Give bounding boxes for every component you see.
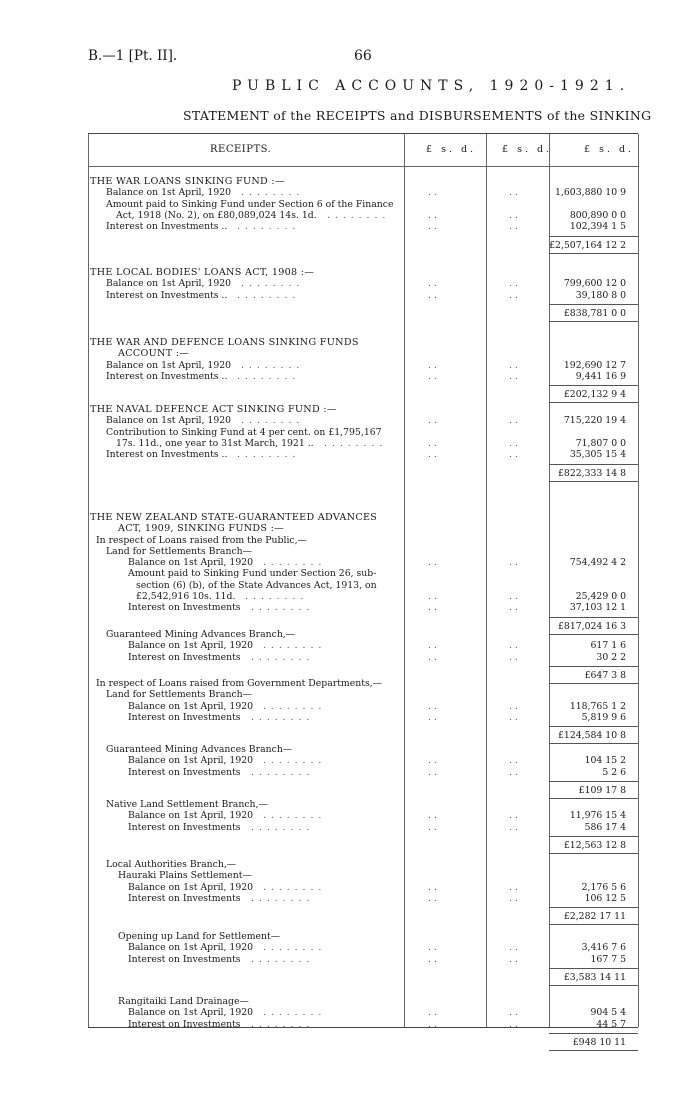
row-label: Interest on Investments [128,766,241,778]
leader-dots: . . [428,810,437,822]
section-total-box [549,726,638,744]
row-label: Interest on Investments .. [106,449,228,461]
amount-value: 754,492 4 2 [569,557,626,569]
leader-dots: . . [509,1018,518,1030]
ledger-row [88,744,638,755]
ledger-section [88,267,638,319]
leader-dots: . . . . . . . . [237,221,297,233]
ledger-row [88,1007,638,1018]
ledger-row [88,996,638,1007]
amount-value: 5,819 9 6 [581,711,626,723]
leader-dots: . . [428,942,437,954]
column-header-1: £ s. d. [426,144,477,155]
ledger-section [88,678,638,742]
amount-value: 904 5 4 [590,1007,626,1019]
section-heading: THE WAR LOANS SINKING FUND :— [90,176,285,187]
leader-dots: . . [428,766,437,778]
leader-dots: . . . . . . . . [251,602,311,614]
leader-dots: . . [509,187,518,199]
amount-value: 106 12 5 [584,892,626,904]
page-number: 66 [354,48,372,64]
amount-value: 192,690 12 7 [563,359,626,371]
ledger-row [88,546,638,557]
ledger-row [88,348,638,359]
leader-dots: . . . . . . . . [263,810,323,822]
row-label: Balance on 1st April, 1920 [106,415,232,427]
ledger-row [88,449,638,460]
section-heading: THE LOCAL BODIES' LOANS ACT, 1908 :— [90,267,315,278]
leader-dots: . . [509,415,518,427]
leader-dots: . . [428,700,437,712]
leader-dots: . . . . . . . . [251,892,311,904]
leader-dots: . . . . . . . . [237,449,297,461]
ledger-row [88,822,638,833]
ledger-row [88,360,638,371]
row-label: Opening up Land for Settlement— [118,931,281,942]
row-label: Balance on 1st April, 1920 [106,278,232,290]
amount-value: 799,600 12 0 [563,278,626,290]
section-total: £2,282 17 11 [563,911,626,923]
row-label: Interest on Investments .. [106,370,228,382]
leader-dots: . . [428,953,437,965]
ledger-row [88,176,638,187]
ledger-row [88,512,638,523]
row-label: Balance on 1st April, 1920 [128,755,254,767]
ledger-row [88,652,638,663]
row-label: Interest on Investments .. [106,289,228,301]
section-total-box [549,304,638,322]
row-label: Balance on 1st April, 1920 [128,881,254,893]
leader-dots: . . [509,700,518,712]
leader-dots: . . [428,187,437,199]
ledger-row [88,210,638,221]
amount-value: 617 1 6 [590,640,626,652]
row-label: Land for Settlements Branch— [106,545,252,557]
leader-dots: . . [428,1018,437,1030]
ledger-row [88,415,638,426]
leader-dots: . . [509,711,518,723]
amount-value: 37,103 12 1 [569,602,626,614]
section-total-box [549,968,638,986]
amount-value: 2,176 5 6 [581,881,626,893]
leader-dots: . . [509,209,518,221]
ledger-row [88,893,638,904]
ledger-row [88,767,638,778]
row-label: Interest on Investments .. [106,221,228,233]
leader-dots: . . . . . . . . [263,700,323,712]
ledger-row [88,942,638,953]
ledger-row [88,1019,638,1030]
leader-dots: . . . . . . . . [263,1007,323,1019]
amount-value: 30 2 2 [596,651,626,663]
row-label: Interest on Investments [128,892,241,904]
section-total-box [549,907,638,925]
section-total: £202,132 9 4 [563,389,626,401]
ledger-section [88,996,638,1048]
row-label: Interest on Investments [128,821,241,833]
row-label: Act, 1918 (No. 2), on £80,089,024 14s. 1d. [116,209,317,221]
row-label: Interest on Investments [128,1018,241,1030]
ledger-row [88,523,638,534]
leader-dots: . . [428,755,437,767]
leader-dots: . . [509,359,518,371]
leader-dots: . . [509,370,518,382]
ledger-row [88,580,638,591]
section-heading: ACCOUNT :— [118,348,190,360]
leader-dots: . . [509,755,518,767]
row-label: Native Land Settlement Branch,— [106,799,268,810]
section-heading: THE NEW ZEALAND STATE-GUARANTEED ADVANCES [90,512,378,523]
section-total: £817,024 16 3 [557,620,626,632]
leader-dots: . . . . . . . . [263,755,323,767]
ledger-row [88,712,638,723]
leader-dots: . . [428,221,437,233]
leader-dots: . . [509,602,518,614]
leader-dots: . . [509,942,518,954]
amount-value: 104 15 2 [584,755,626,767]
leader-dots: . . [428,640,437,652]
row-label: Amount paid to Sinking Fund under Section 26, sub- [128,568,377,580]
row-label: Balance on 1st April, 1920 [128,942,254,954]
ledger-row [88,221,638,232]
ledger-row [88,427,638,438]
leader-dots: . . . . . . . . [251,953,311,965]
row-label: Rangitaiki Land Drainage— [118,996,249,1007]
ledger-section [88,176,638,251]
section-total-box [549,781,638,799]
row-label: Guaranteed Mining Advances Branch,— [106,629,296,640]
leader-dots: . . [428,1007,437,1019]
row-label: Contribution to Sinking Fund at 4 per cent. on £1,795,167 [106,426,382,438]
ledger-row [88,931,638,942]
leader-dots: . . [509,221,518,233]
column-header-3: £ s. d. [584,144,635,155]
leader-dots: . . [509,651,518,663]
section-total-box [549,385,638,403]
leader-dots: . . . . . . . . [263,942,323,954]
receipts-table [88,133,638,1048]
leader-dots: . . . . . . . . [245,591,305,603]
ledger-row [88,755,638,766]
row-label: Balance on 1st April, 1920 [128,557,254,569]
row-label: £2,542,916 10s. 11d. [136,591,236,603]
leader-dots: . . . . . . . . [241,187,301,199]
header-rule [88,166,638,167]
row-label: Land for Settlements Branch— [106,689,252,701]
ledger-section [88,512,638,632]
amount-value: 586 17 4 [584,821,626,833]
leader-dots: . . [509,881,518,893]
leader-dots: . . [428,415,437,427]
leader-dots: . . . . . . . . [251,766,311,778]
section-total: £124,584 10 8 [557,730,626,742]
amount-value: 102,394 1 5 [569,221,626,233]
row-label: Amount paid to Sinking Fund under Section 6 of the Finance [106,198,394,210]
row-label: In respect of Loans raised from Government Departments,— [96,678,382,689]
section-total: £3,583 14 11 [563,971,626,983]
row-label: In respect of Loans raised from the Public,— [96,534,307,546]
ledger-row [88,337,638,348]
ledger-row [88,701,638,712]
leader-dots: . . . . . . . . [237,289,297,301]
leader-dots: . . . . . . . . [263,557,323,569]
row-label: Balance on 1st April, 1920 [128,700,254,712]
amount-value: 118,765 1 2 [569,700,626,712]
amount-value: 5 2 6 [602,766,626,778]
leader-dots: . . [428,289,437,301]
leader-dots: . . [509,278,518,290]
amount-value: 35,305 15 4 [569,449,626,461]
leader-dots: . . [428,359,437,371]
leader-dots: . . [428,278,437,290]
receipts-column-header: RECEIPTS. [210,144,272,155]
section-total-box [549,836,638,854]
row-label: Interest on Investments [128,953,241,965]
column-rule [638,134,639,1027]
section-total: £109 17 8 [578,784,626,796]
leader-dots: . . [428,370,437,382]
row-label: Interest on Investments [128,711,241,723]
amount-value: 800,890 0 0 [569,209,626,221]
ledger-row [88,882,638,893]
ledger-row [88,404,638,415]
amount-value: 167 7 5 [590,953,626,965]
ledger-row [88,689,638,700]
ledger-row [88,438,638,449]
amount-value: 39,180 8 0 [575,289,626,301]
leader-dots: . . [428,449,437,461]
section-total: £948 10 11 [572,1036,626,1048]
section-total: £12,563 12 8 [563,839,626,851]
row-label: Interest on Investments [128,651,241,663]
ledger-row [88,557,638,568]
ledger-row [88,290,638,301]
page-title: PUBLIC ACCOUNTS, 1920-1921. [232,78,631,94]
leader-dots: . . [428,881,437,893]
section-total: £838,781 0 0 [563,307,626,319]
statement-heading: STATEMENT of the RECEIPTS and DISBURSEMENTS of the SINKING [183,108,652,123]
ledger-row [88,267,638,278]
ledger-section [88,931,638,983]
ledger-section [88,744,638,796]
leader-dots: . . . . . . . . [327,209,387,221]
leader-dots: . . . . . . . . [263,881,323,893]
leader-dots: . . . . . . . . [241,415,301,427]
ledger-row [88,602,638,613]
row-label: Balance on 1st April, 1920 [128,1007,254,1019]
leader-dots: . . . . . . . . [324,437,384,449]
leader-dots: . . [509,449,518,461]
row-label: Balance on 1st April, 1920 [106,187,232,199]
ledger-row [88,859,638,870]
leader-dots: . . . . . . . . [251,711,311,723]
leader-dots: . . [428,557,437,569]
ledger-row [88,199,638,210]
ledger-row [88,954,638,965]
leader-dots: . . [428,651,437,663]
document-reference: B.—1 [Pt. II]. [88,48,178,64]
row-label: 17s. 11d., one year to 31st March, 1921 .. [116,437,314,449]
leader-dots: . . . . . . . . [263,640,323,652]
leader-dots: . . [509,1007,518,1019]
section-total: £647 3 8 [584,669,626,681]
leader-dots: . . . . . . . . [251,651,311,663]
section-total-box [549,464,638,482]
ledger-section [88,799,638,851]
ledger-row [88,870,638,881]
ledger-section [88,404,638,479]
leader-dots: . . . . . . . . [251,1018,311,1030]
leader-dots: . . . . . . . . [241,278,301,290]
leader-dots: . . [509,810,518,822]
ledger-row [88,371,638,382]
leader-dots: . . . . . . . . [241,359,301,371]
ledger-row [88,187,638,198]
leader-dots: . . [509,953,518,965]
leader-dots: . . [509,892,518,904]
ledger-row [88,568,638,579]
leader-dots: . . [428,821,437,833]
ledger-row [88,535,638,546]
amount-value: 44 5 7 [596,1018,626,1030]
row-label: Balance on 1st April, 1920 [128,810,254,822]
section-heading: ACT, 1909, SINKING FUNDS :— [118,523,285,535]
ledger-row [88,640,638,651]
ledger-row [88,678,638,689]
amount-value: 71,807 0 0 [575,437,626,449]
leader-dots: . . [509,640,518,652]
row-label: Interest on Investments [128,602,241,614]
leader-dots: . . [428,591,437,603]
row-label: Balance on 1st April, 1920 [106,359,232,371]
leader-dots: . . [428,602,437,614]
amount-value: 3,416 7 6 [581,942,626,954]
section-total: £2,507,164 12 2 [549,239,626,251]
ledger-row [88,278,638,289]
section-heading: THE NAVAL DEFENCE ACT SINKING FUND :— [90,404,337,415]
ledger-row [88,810,638,821]
leader-dots: . . [509,821,518,833]
amount-value: 9,441 16 9 [575,370,626,382]
leader-dots: . . [509,557,518,569]
row-label: Local Authorities Branch,— [106,859,237,870]
leader-dots: . . [509,766,518,778]
row-label: Hauraki Plains Settlement— [118,870,252,882]
leader-dots: . . [428,437,437,449]
leader-dots: . . . . . . . . [251,821,311,833]
leader-dots: . . [509,591,518,603]
amount-value: 1,603,880 10 9 [555,187,626,199]
leader-dots: . . [428,209,437,221]
row-label: Balance on 1st April, 1920 [128,640,254,652]
section-heading: THE WAR AND DEFENCE LOANS SINKING FUNDS [90,337,359,348]
row-label: Guaranteed Mining Advances Branch— [106,744,293,755]
column-header-2: £ s. d. [502,144,553,155]
ledger-section [88,629,638,681]
leader-dots: . . [509,437,518,449]
leader-dots: . . . . . . . . [237,370,297,382]
leader-dots: . . [428,892,437,904]
ledger-row [88,629,638,640]
leader-dots: . . [428,711,437,723]
amount-value: 25,429 0 0 [575,591,626,603]
amount-value: 715,220 19 4 [563,415,626,427]
section-total-box [549,236,638,254]
section-total-box [549,1033,638,1051]
ledger-section [88,337,638,401]
leader-dots: . . [509,289,518,301]
ledger-row [88,799,638,810]
amount-value: 11,976 15 4 [569,810,626,822]
section-total: £822,333 14 8 [557,467,626,479]
ledger-row [88,591,638,602]
row-label: section (6) (b), of the State Advances Act, 1913, on [136,579,377,591]
ledger-section [88,859,638,923]
